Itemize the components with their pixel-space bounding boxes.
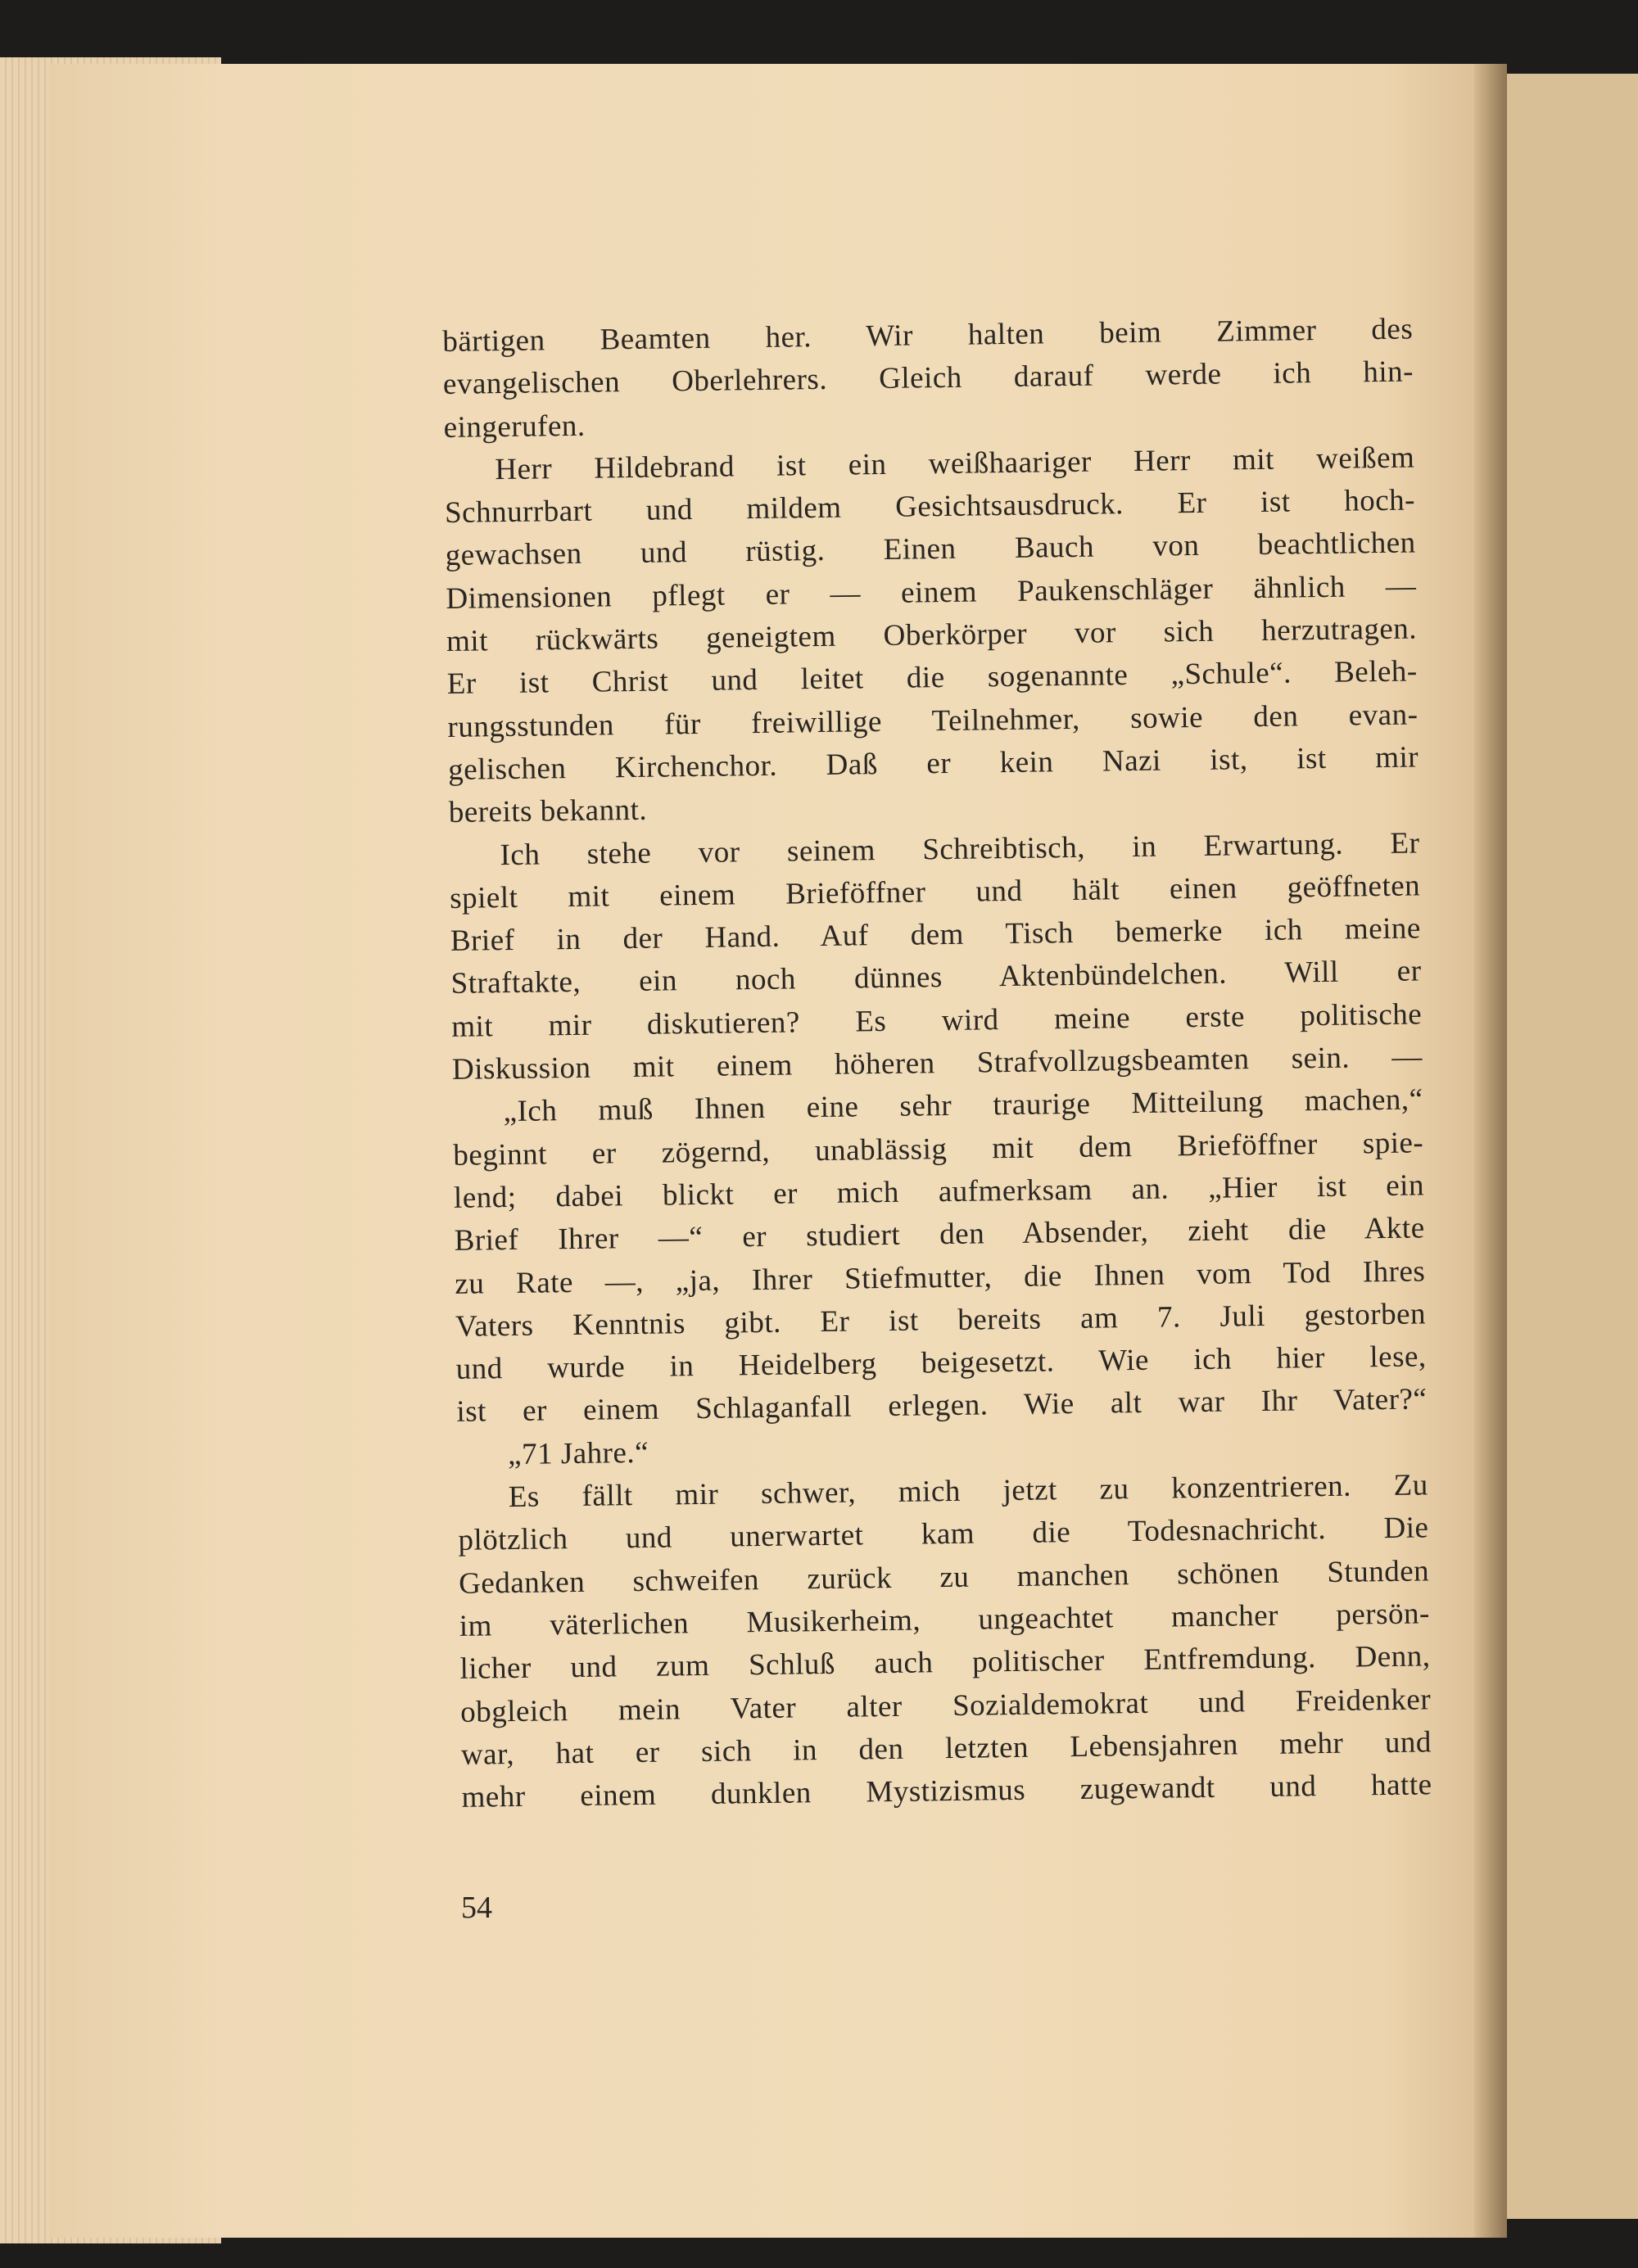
text-line: bärtigen Beamten her. Wir halten beim Zimmer des	[442, 312, 1414, 359]
text-line: gewachsen und rüstig. Einen Bauch von beachtlichen	[445, 526, 1416, 573]
text-line: Ich stehe vor seinem Schreibtisch, in Erwartung. Er	[500, 825, 1420, 872]
text-line: und wurde in Heidelberg beigesetzt. Wie ich hier lese,	[455, 1340, 1427, 1387]
text-line: im väterlichen Musikerheim, ungeachtet mancher persön-	[459, 1597, 1431, 1643]
text-line: eingerufen.	[443, 409, 586, 445]
text-line: Diskussion mit einem höheren Strafvollzugsbeamten sein. —	[451, 1040, 1423, 1087]
paragraph	[452, 1079, 1427, 1434]
facing-page-edge	[1507, 74, 1638, 2219]
text-line: lend; dabei blickt er mich aufmerksam an. „Hier ist ein	[453, 1168, 1425, 1215]
text-line: Er ist Christ und leitet die sogenannte „Schule“. Beleh-	[446, 654, 1418, 702]
text-line: beginnt er zögernd, unablässig mit dem Brieföffner spie-	[453, 1126, 1424, 1172]
text-line: plötzlich und unerwartet kam die Todesnachricht. Die	[458, 1511, 1429, 1558]
text-line: obgleich mein Vater alter Sozialdemokrat und Freidenker	[459, 1682, 1432, 1729]
paragraph	[442, 308, 1414, 449]
paragraph	[444, 436, 1419, 834]
text-line: Brief in der Hand. Auf dem Tisch bemerke ich meine	[450, 911, 1422, 959]
page-number: 54	[461, 1891, 492, 1925]
text-line: „Ich muß Ihnen eine sehr traurige Mitteilung machen,“	[503, 1082, 1423, 1129]
text-line: rungsstunden für freiwillige Teilnehmer, sowie den evan-	[447, 698, 1419, 744]
text-line: Gedanken schweifen zurück zu manchen schönen Stunden	[458, 1553, 1430, 1601]
text-line: mit mir diskutieren? Es wird meine erste politische	[451, 997, 1423, 1044]
text-line: Brief Ihrer —“ er studiert den Absender, zieht die Akte	[454, 1211, 1425, 1258]
text-line: mit rückwärts geneigtem Oberkörper vor sich herzutragen.	[446, 612, 1418, 659]
text-line: Schnurrbart und mildem Gesichtsausdruck. Er ist hoch-	[444, 483, 1416, 531]
text-line: zu Rate —, „ja, Ihrer Stiefmutter, die Ihnen vom Tod Ihres	[455, 1254, 1426, 1301]
book-gutter	[1474, 64, 1507, 2238]
text-line: spielt mit einem Brieföffner und hält einen geöffneten	[449, 869, 1421, 915]
text-line: war, hat er sich in den letzten Lebensjahren mehr und	[460, 1725, 1432, 1772]
body-text	[442, 308, 1432, 1819]
text-line: „71 Jahre.“	[507, 1435, 649, 1471]
text-line: Straftakte, ein noch dünnes Aktenbündelchen. Will er	[450, 954, 1422, 1001]
text-line: evangelischen Oberlehrers. Gleich darauf werde ich hin-	[442, 355, 1414, 402]
text-line: mehr einem dunklen Mystizismus zugewandt und hatte	[461, 1768, 1432, 1814]
paragraph	[457, 1464, 1432, 1819]
text-line: Es fällt mir schwer, mich jetzt zu konzentrieren. Zu	[508, 1468, 1428, 1515]
text-line: Vaters Kenntnis gibt. Er ist bereits am 7. Juli gestorben	[455, 1297, 1427, 1344]
text-line: Herr Hildebrand ist ein weißhaariger Herr mit weißem	[495, 440, 1415, 487]
paragraph	[449, 822, 1423, 1091]
text-line: bereits bekannt.	[448, 793, 648, 830]
text-line: Dimensionen pflegt er — einem Paukenschläger ähnlich —	[446, 569, 1417, 616]
text-line: ist er einem Schlaganfall erlegen. Wie alt war Ihr Vater?“	[456, 1382, 1428, 1430]
text-line: gelischen Kirchenchor. Daß er kein Nazi ist, ist mir	[447, 740, 1419, 787]
text-line: licher und zum Schluß auch politischer Entfremdung. Denn,	[459, 1639, 1431, 1687]
